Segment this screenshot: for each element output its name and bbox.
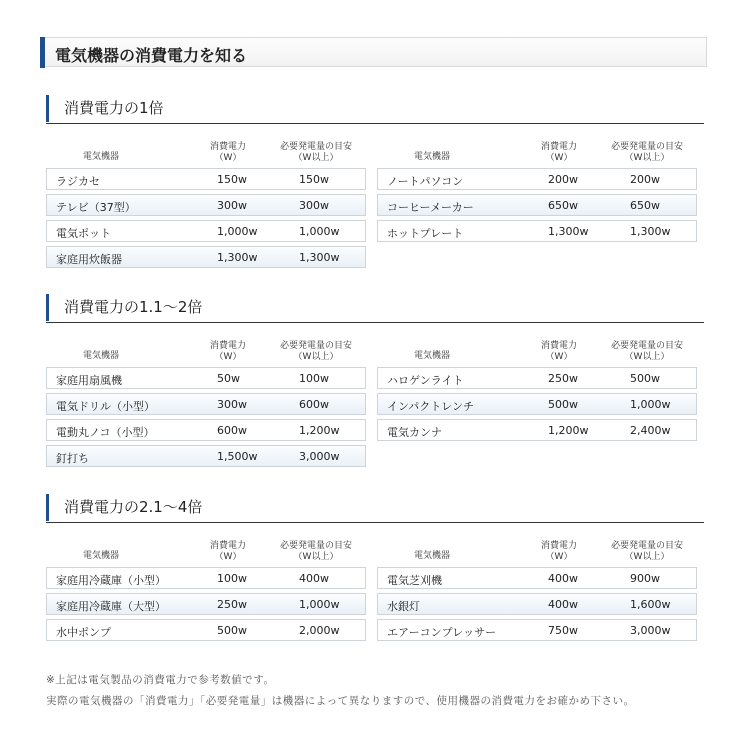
header-generation xyxy=(607,142,687,164)
device-name: 水中ポンプ xyxy=(56,626,111,639)
header-power-line2: （W） xyxy=(214,552,242,562)
device-name: 電気芝刈機 xyxy=(387,574,442,587)
header-gen-line2: （W以上） xyxy=(293,153,339,163)
power-section xyxy=(46,494,704,677)
generation-value: 3,000w xyxy=(630,624,671,637)
header-power-line1: 消費電力 xyxy=(540,142,577,152)
device-name: ノートパソコン xyxy=(387,175,464,188)
device-name: インパクトレンチ xyxy=(387,400,474,413)
appliance-table xyxy=(377,138,697,246)
header-gen-line2: （W以上） xyxy=(293,552,339,562)
header-power-line2: （W） xyxy=(214,352,242,362)
header-generation xyxy=(276,142,356,164)
section-accent-bar xyxy=(46,494,49,521)
power-section xyxy=(46,95,704,278)
header-device: 電気機器 xyxy=(83,152,120,162)
section-tables xyxy=(46,337,704,477)
section-tables xyxy=(46,537,704,677)
power-value: 250w xyxy=(217,598,247,611)
appliance-table xyxy=(377,537,697,645)
header-power xyxy=(529,541,589,563)
generation-value: 500w xyxy=(630,372,660,385)
power-value: 500w xyxy=(217,624,247,637)
section-accent-bar xyxy=(46,294,49,321)
note-line: 実際の電気機器の「消費電力」「必要発電量」は機器によって異なりますので、使用機器の消費電力をお確かめ下さい。 xyxy=(46,695,635,707)
generation-value: 100w xyxy=(299,372,329,385)
appliance-table xyxy=(46,537,366,645)
section-heading: 消費電力の1.1～2倍 xyxy=(64,298,203,316)
generation-value: 900w xyxy=(630,572,660,585)
header-gen-line2: （W以上） xyxy=(624,352,670,362)
section-heading: 消費電力の2.1～4倍 xyxy=(64,498,203,516)
table-row xyxy=(46,445,366,467)
table-row xyxy=(377,220,697,242)
generation-value: 1,200w xyxy=(299,424,340,437)
device-name: コーヒーメーカー xyxy=(387,201,474,214)
table-row xyxy=(46,567,366,589)
table-row xyxy=(46,419,366,441)
appliance-table xyxy=(377,337,697,445)
device-name: ラジカセ xyxy=(56,175,100,188)
page-title: 電気機器の消費電力を知る xyxy=(55,46,248,65)
power-value: 400w xyxy=(548,572,578,585)
power-value: 650w xyxy=(548,199,578,212)
header-power-line1: 消費電力 xyxy=(209,142,246,152)
header-power xyxy=(198,541,258,563)
table-row xyxy=(377,393,697,415)
header-power xyxy=(198,341,258,363)
table-row xyxy=(46,194,366,216)
header-power xyxy=(529,142,589,164)
power-value: 1,300w xyxy=(217,251,258,264)
header-device: 電気機器 xyxy=(414,152,451,162)
page-title-bar xyxy=(40,37,707,67)
device-name: 電動丸ノコ（小型） xyxy=(56,426,155,439)
note-line: ※上記は電気製品の消費電力で参考数値です。 xyxy=(46,674,275,686)
generation-value: 1,300w xyxy=(630,225,671,238)
header-power xyxy=(198,142,258,164)
header-gen-line2: （W以上） xyxy=(624,153,670,163)
generation-value: 300w xyxy=(299,199,329,212)
header-gen-line1: 必要発電量の目安 xyxy=(279,541,352,551)
table-row xyxy=(46,593,366,615)
generation-value: 600w xyxy=(299,398,329,411)
header-device: 電気機器 xyxy=(414,351,451,361)
header-power-line2: （W） xyxy=(214,153,242,163)
table-row xyxy=(377,194,697,216)
power-value: 250w xyxy=(548,372,578,385)
header-gen-line1: 必要発電量の目安 xyxy=(610,142,683,152)
header-gen-line1: 必要発電量の目安 xyxy=(610,541,683,551)
power-value: 750w xyxy=(548,624,578,637)
header-generation xyxy=(276,541,356,563)
power-value: 600w xyxy=(217,424,247,437)
table-row xyxy=(377,419,697,441)
power-value: 1,500w xyxy=(217,450,258,463)
table-header xyxy=(377,138,697,168)
device-name: 家庭用冷蔵庫（大型） xyxy=(56,600,166,613)
section-heading-bar xyxy=(46,494,704,523)
header-power-line1: 消費電力 xyxy=(540,541,577,551)
header-gen-line2: （W以上） xyxy=(293,352,339,362)
device-name: ハロゲンライト xyxy=(387,374,464,387)
device-name: 釘打ち xyxy=(56,452,89,465)
header-gen-line1: 必要発電量の目安 xyxy=(610,341,683,351)
generation-value: 2,000w xyxy=(299,624,340,637)
appliance-table xyxy=(46,138,366,272)
device-name: 電気カンナ xyxy=(387,426,442,439)
table-row xyxy=(377,567,697,589)
generation-value: 3,000w xyxy=(299,450,340,463)
device-name: 家庭用冷蔵庫（小型） xyxy=(56,574,166,587)
device-name: 電気ポット xyxy=(56,227,111,240)
section-heading-bar xyxy=(46,294,704,323)
header-generation xyxy=(607,541,687,563)
power-value: 400w xyxy=(548,598,578,611)
power-value: 150w xyxy=(217,173,247,186)
table-header xyxy=(46,138,366,168)
title-accent-bar xyxy=(40,37,45,68)
table-row xyxy=(377,367,697,389)
header-power-line2: （W） xyxy=(545,153,573,163)
table-row xyxy=(377,168,697,190)
power-value: 500w xyxy=(548,398,578,411)
header-device: 電気機器 xyxy=(83,551,120,561)
header-generation xyxy=(276,341,356,363)
appliance-table xyxy=(46,337,366,471)
table-row xyxy=(46,220,366,242)
section-tables xyxy=(46,138,704,278)
header-power-line2: （W） xyxy=(545,552,573,562)
power-value: 1,200w xyxy=(548,424,589,437)
generation-value: 400w xyxy=(299,572,329,585)
header-gen-line2: （W以上） xyxy=(624,552,670,562)
power-value: 200w xyxy=(548,173,578,186)
table-row xyxy=(46,246,366,268)
notes xyxy=(46,670,706,712)
generation-value: 150w xyxy=(299,173,329,186)
table-row xyxy=(46,393,366,415)
generation-value: 2,400w xyxy=(630,424,671,437)
generation-value: 650w xyxy=(630,199,660,212)
generation-value: 1,300w xyxy=(299,251,340,264)
power-value: 300w xyxy=(217,398,247,411)
table-header xyxy=(377,337,697,367)
table-header xyxy=(46,537,366,567)
generation-value: 1,000w xyxy=(630,398,671,411)
device-name: 家庭用扇風機 xyxy=(56,374,122,387)
power-value: 300w xyxy=(217,199,247,212)
header-power xyxy=(529,341,589,363)
header-power-line1: 消費電力 xyxy=(209,541,246,551)
section-heading-bar xyxy=(46,95,704,124)
generation-value: 1,000w xyxy=(299,225,340,238)
header-gen-line1: 必要発電量の目安 xyxy=(279,142,352,152)
table-header xyxy=(377,537,697,567)
header-device: 電気機器 xyxy=(414,551,451,561)
device-name: 水銀灯 xyxy=(387,600,420,613)
power-value: 1,300w xyxy=(548,225,589,238)
table-row xyxy=(46,367,366,389)
device-name: 電気ドリル（小型） xyxy=(56,400,155,413)
device-name: テレビ（37型） xyxy=(56,201,136,214)
section-accent-bar xyxy=(46,95,49,122)
power-value: 100w xyxy=(217,572,247,585)
generation-value: 1,000w xyxy=(299,598,340,611)
table-row xyxy=(46,168,366,190)
power-section xyxy=(46,294,704,477)
generation-value: 200w xyxy=(630,173,660,186)
header-gen-line1: 必要発電量の目安 xyxy=(279,341,352,351)
device-name: 家庭用炊飯器 xyxy=(56,253,122,266)
header-power-line1: 消費電力 xyxy=(209,341,246,351)
header-power-line1: 消費電力 xyxy=(540,341,577,351)
device-name: ホットプレート xyxy=(387,227,464,240)
table-header xyxy=(46,337,366,367)
header-generation xyxy=(607,341,687,363)
header-device: 電気機器 xyxy=(83,351,120,361)
table-row xyxy=(377,619,697,641)
power-value: 1,000w xyxy=(217,225,258,238)
device-name: エアーコンプレッサー xyxy=(387,626,497,639)
table-row xyxy=(377,593,697,615)
power-value: 50w xyxy=(217,372,240,385)
section-heading: 消費電力の1倍 xyxy=(64,99,164,117)
generation-value: 1,600w xyxy=(630,598,671,611)
table-row xyxy=(46,619,366,641)
header-power-line2: （W） xyxy=(545,352,573,362)
